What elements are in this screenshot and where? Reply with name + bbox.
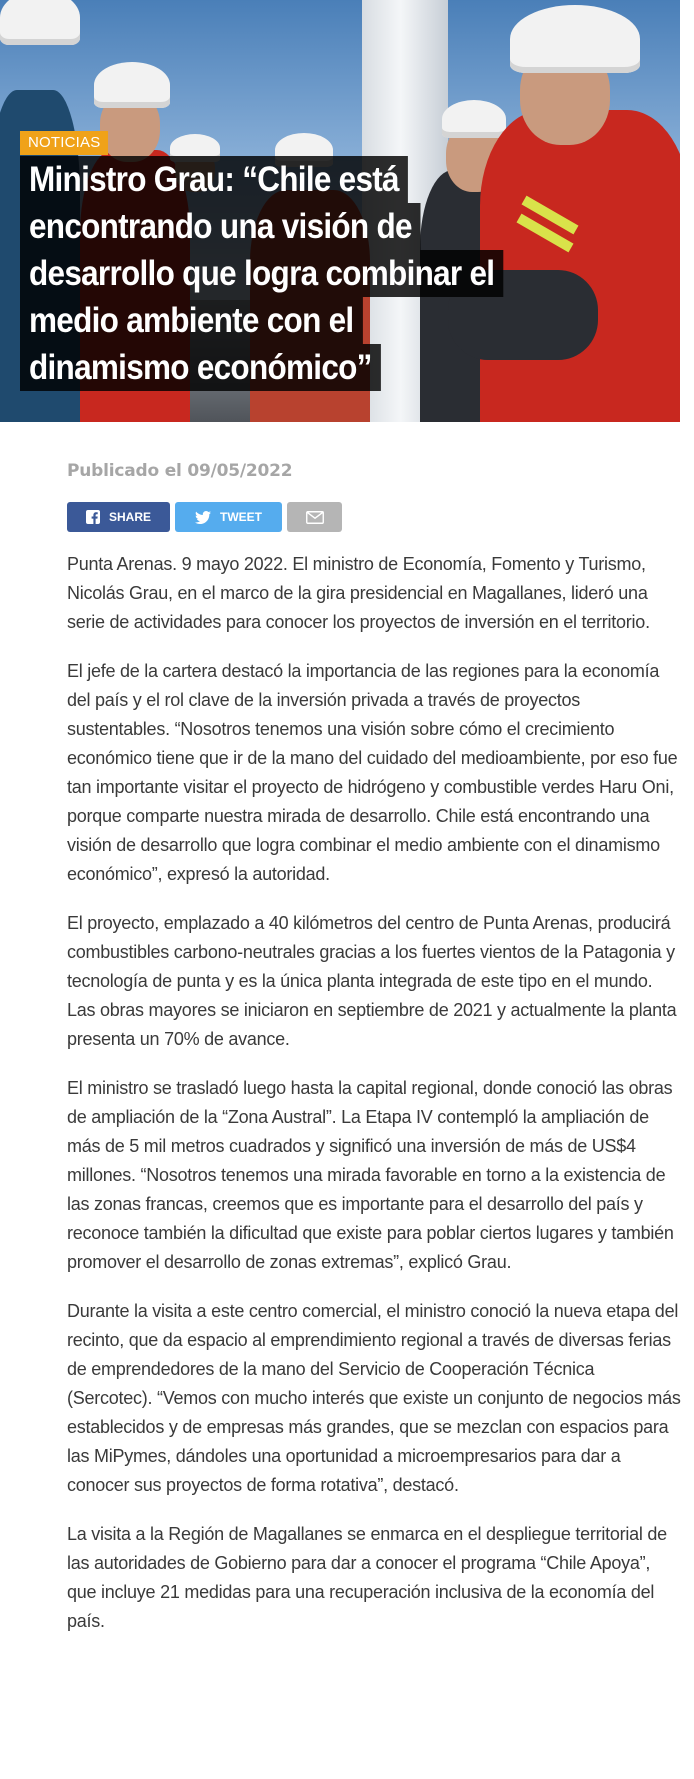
twitter-share-label: TWEET	[220, 510, 262, 524]
share-buttons	[67, 502, 681, 532]
helmet	[94, 62, 170, 108]
title-line: Ministro Grau: “Chile está	[20, 156, 408, 203]
category-tag[interactable]: NOTICIAS	[20, 131, 108, 155]
article-paragraph: El proyecto, emplazado a 40 kilómetros del centro de Punta Arenas, producirá combustibles carbono-neutrales gracias a los fuertes vientos de la Patagonia y tecnología de punta y es la única planta integrada de este tipo en el mundo. Las obras mayores se iniciaron en septiembre de 2021 y actualmente la planta presenta un 70% de avance.	[67, 913, 677, 1049]
published-date: Publicado el 09/05/2022	[67, 461, 293, 481]
title-line: encontrando una visión de	[20, 203, 421, 250]
twitter-share-button[interactable]	[175, 502, 282, 532]
article-paragraph: La visita a la Región de Magallanes se enmarca en el despliegue territorial de las autoridades de Gobierno para dar a conocer el programa “Chile Apoya”, que incluye 21 medidas para una recuperación inclusiva de la economía del país.	[67, 1524, 667, 1631]
title-line: dinamismo económico”	[20, 344, 381, 391]
title-line: medio ambiente con el	[20, 297, 362, 344]
article-content	[67, 458, 681, 1656]
article-title	[20, 156, 640, 391]
article-body	[67, 550, 681, 1636]
article-paragraph: El ministro se trasladó luego hasta la capital regional, donde conoció las obras de ampliación de la “Zona Austral”. La Etapa IV contempló la ampliación de más de 5 mil metros cuadrados y significó una inversión de más de US$4 millones. “Nosotros tenemos una mirada favorable en torno a la existencia de las zonas francas, creemos que es importante para el desarrollo del país y reconoce también la dificultad que existe para poblar ciertos lugares y también promover el desarrollo de zonas extremas”, explicó Grau.	[67, 1078, 674, 1272]
mail-icon	[306, 511, 324, 524]
email-share-button[interactable]	[287, 502, 342, 532]
article-paragraph: El jefe de la cartera destacó la importancia de las regiones para la economía del país y el rol clave de la inversión privada a través de proyectos sustentables. “Nosotros tenemos una visión sobre cómo el crecimiento económico tiene que ir de la mano del cuidado del medioambiente, por eso fue tan importante visitar el proyecto de hidrógeno y combustible verdes Haru Oni, porque comparte nuestra mirada de desarrollo. Chile está encontrando una visión de desarrollo que logra combinar el medio ambiente con el dinamismo económico”, expresó la autoridad.	[67, 661, 678, 884]
helmet	[0, 0, 80, 45]
helmet	[442, 100, 506, 138]
hero-image	[0, 0, 680, 422]
helmet	[510, 5, 640, 73]
facebook-icon	[86, 510, 100, 524]
facebook-share-button[interactable]	[67, 502, 170, 532]
article-paragraph: Punta Arenas. 9 mayo 2022. El ministro de Economía, Fomento y Turismo, Nicolás Grau, en el marco de la gira presidencial en Magallanes, lideró una serie de actividades para conocer los proyectos de inversión en el territorio.	[67, 554, 650, 632]
twitter-icon	[195, 511, 211, 524]
title-line: desarrollo que logra combinar el	[20, 250, 503, 297]
article-paragraph: Durante la visita a este centro comercial, el ministro conoció la nueva etapa del recinto, que da espacio al emprendimiento regional a través de diversas ferias de emprendedores de la mano del Servicio de Cooperación Técnica (Sercotec). “Vemos con mucho interés que existe un conjunto de negocios más establecidos y de empresas más grandes, que se mezclan con espacios para las MiPymes, dándoles una oportunidad a microempresarios para dar a conocer sus proyectos de forma rotativa”, destacó.	[67, 1301, 681, 1495]
facebook-share-label: SHARE	[108, 510, 151, 524]
